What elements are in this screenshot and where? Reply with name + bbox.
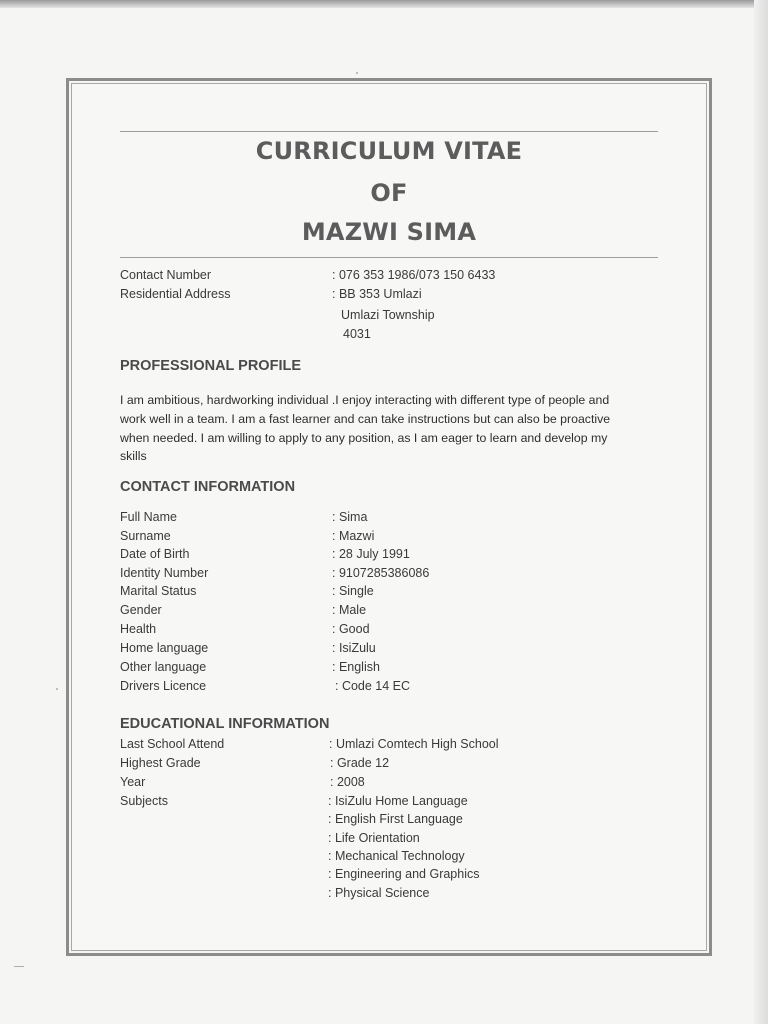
info-label: Drivers Licence	[120, 679, 207, 693]
info-label: Health	[120, 622, 157, 636]
info-label: Date of Birth	[120, 547, 190, 561]
info-label: Full Name	[120, 510, 177, 524]
subject-item: : Life Orientation	[328, 831, 420, 845]
edu-label: Subjects	[120, 794, 168, 808]
subject-item: : Physical Science	[328, 886, 430, 900]
info-value: : Code 14 EC	[335, 679, 411, 693]
edu-label: Year	[120, 775, 146, 789]
scan-edge-right	[754, 0, 768, 1024]
title-rule-bottom	[120, 257, 658, 258]
edu-value: : Grade 12	[330, 756, 390, 770]
info-value: : Single	[332, 584, 374, 598]
educational-information-heading: EDUCATIONAL INFORMATION	[120, 716, 330, 732]
profile-line: I am ambitious, hardworking individual .I enjoy interacting with different type of people and	[120, 393, 610, 407]
profile-line: when needed. I am willing to apply to any position, as I am eager to learn and develop my	[120, 430, 608, 445]
subject-item: : English First Language	[328, 812, 463, 826]
info-value: : Male	[332, 603, 367, 617]
residential-address-label: Residential Address	[120, 287, 231, 301]
contact-number-label: Contact Number	[120, 268, 212, 282]
professional-profile-text	[120, 391, 665, 466]
residential-address-value: : BB 353 Umlazi	[332, 287, 422, 301]
info-value: : 9107285386086	[332, 566, 430, 580]
scan-edge-top	[0, 0, 768, 8]
info-label: Gender	[120, 603, 162, 617]
info-label: Surname	[120, 529, 171, 543]
edu-value: : Umlazi Comtech High School	[329, 737, 499, 751]
contact-number-value: : 076 353 1986/073 150 6433	[332, 268, 496, 282]
title-line-3: MAZWI SIMA	[301, 218, 477, 246]
info-value: : English	[332, 660, 380, 674]
scan-speck	[14, 966, 24, 967]
scan-speck	[356, 72, 358, 74]
info-value: : IsiZulu	[332, 641, 376, 655]
professional-profile-heading: PROFESSIONAL PROFILE	[120, 358, 302, 374]
subject-item: : Engineering and Graphics	[328, 867, 480, 881]
info-label: Identity Number	[120, 566, 209, 580]
info-value: : Sima	[332, 510, 368, 524]
edu-value: : 2008	[330, 775, 365, 789]
scan-speck	[56, 688, 58, 690]
info-label: Home language	[120, 641, 209, 655]
contact-information-heading: CONTACT INFORMATION	[120, 479, 296, 495]
info-label: Marital Status	[120, 584, 197, 598]
info-value: : Good	[332, 622, 370, 636]
info-value: : 28 July 1991	[332, 547, 410, 561]
edu-label: Last School Attend	[120, 737, 225, 751]
edu-label: Highest Grade	[120, 756, 201, 770]
address-line-township: Umlazi Township	[341, 308, 435, 322]
profile-line: work well in a team. I am a fast learner and can take instructions but can also be proactive	[120, 411, 611, 426]
edu-value: : IsiZulu Home Language	[328, 794, 468, 808]
subject-item: : Mechanical Technology	[328, 849, 465, 863]
title-rule-top	[120, 131, 658, 132]
title-line-1: CURRICULUM VITAE	[255, 137, 523, 165]
address-line-postal-code: 4031	[343, 327, 371, 341]
info-value: : Mazwi	[332, 529, 375, 543]
profile-line: skills	[120, 449, 147, 464]
title-line-2: OF	[370, 179, 408, 207]
info-label: Other language	[120, 660, 207, 674]
